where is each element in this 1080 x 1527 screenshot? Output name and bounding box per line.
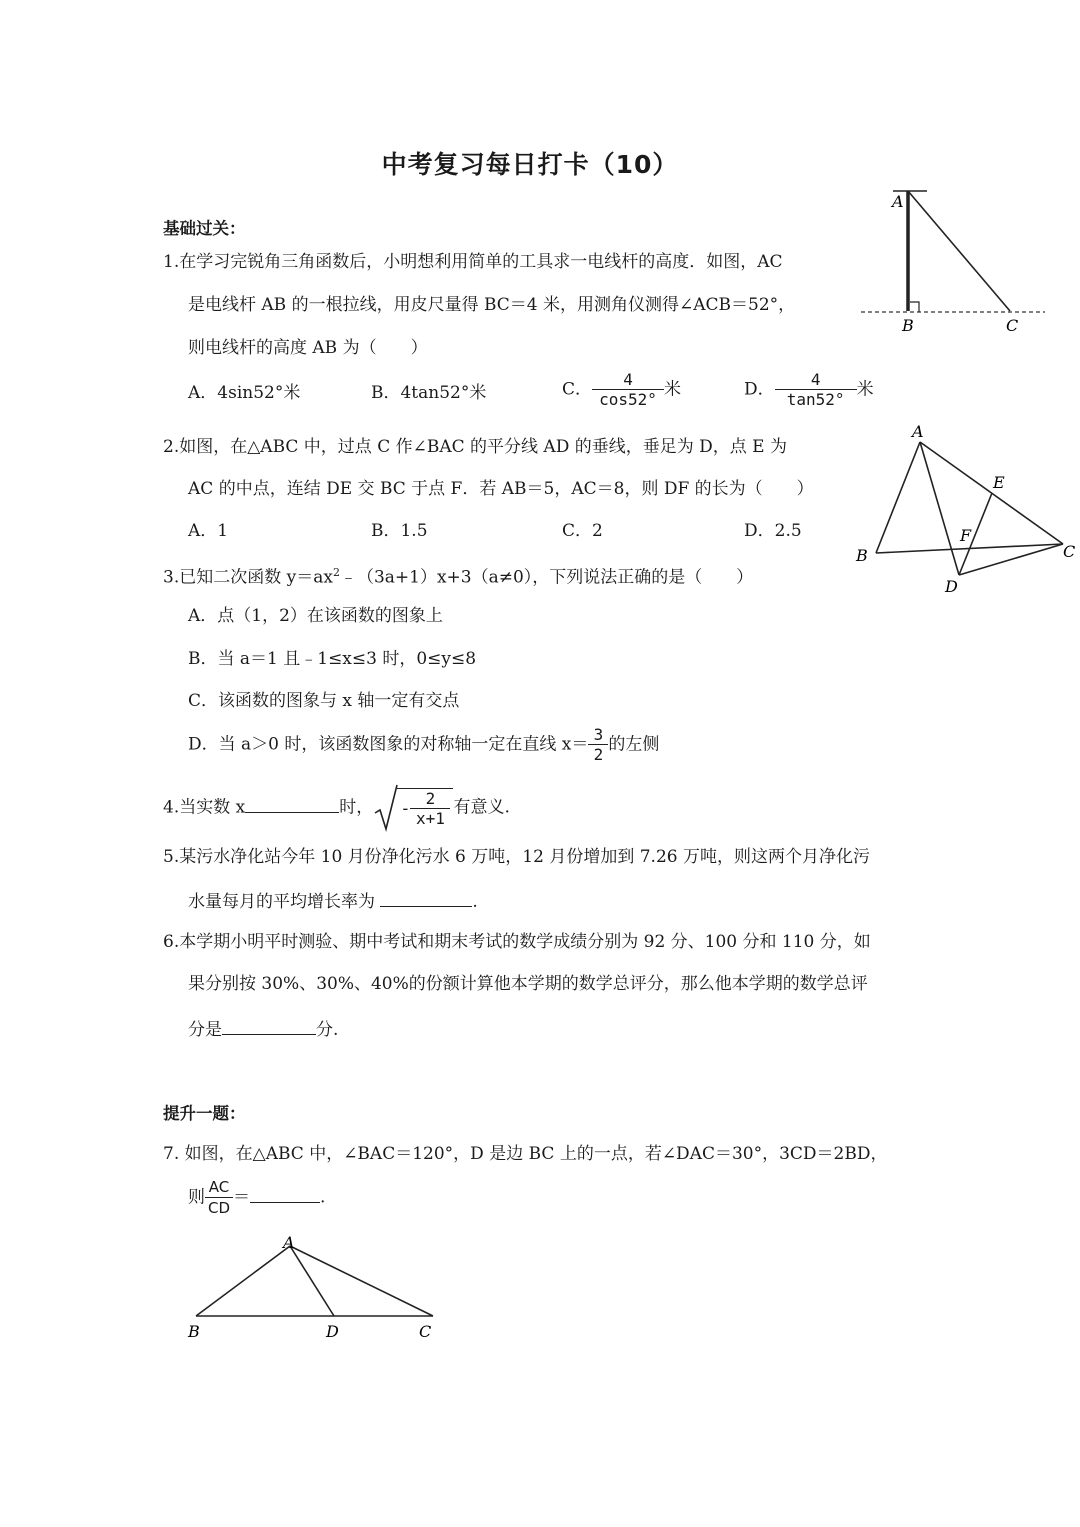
q4-numerator: 2 — [425, 788, 436, 808]
q2-line2: AC 的中点，连结 DE 交 BC 于点 F．若 AB＝5，AC＝8，则 DF 的长为（ ） — [188, 479, 814, 499]
fig3-label-a: A — [283, 1233, 295, 1252]
fig3-label-c: C — [419, 1322, 432, 1341]
q3-option-d-denominator: 2 — [588, 744, 608, 765]
q7-line2-suffix: . — [320, 1187, 326, 1208]
fig3-label-d: D — [326, 1322, 339, 1341]
fig1-label-b: B — [902, 316, 914, 335]
q6-answer-blank — [222, 1016, 316, 1035]
sqrt-radical-icon — [373, 783, 399, 833]
q5-line2 — [188, 888, 478, 913]
q4-mid: 时， — [339, 797, 374, 818]
q3-stem-superscript: 2 — [332, 566, 340, 579]
q4-prefix: 4.当实数 x — [163, 797, 246, 818]
q1-option-c-label: C． — [562, 379, 593, 400]
q6-line1: 6.本学期小明平时测验、期中考试和期末考试的数学成绩分别为 92 分、100 分和 110 分，如 — [163, 932, 871, 952]
q3-option-d-suffix: 的左侧 — [608, 734, 660, 755]
question-4 — [163, 783, 510, 833]
page-title: 中考复习每日打卡（10） — [381, 150, 679, 179]
q1-option-d-denominator: tan52° — [775, 389, 857, 410]
q3-option-d-text: D．当 a＞0 时，该函数图象的对称轴一定在直线 x＝ — [188, 734, 589, 755]
q3-stem-part2: ﹣（3a+1）x+3（a≠0），下列说法正确的是（ ） — [339, 567, 754, 588]
q1-option-d-unit: 米 — [856, 379, 874, 400]
right-angle-mark — [910, 302, 919, 312]
q3-option-d-numerator: 3 — [593, 725, 604, 744]
q1-option-c-fraction — [592, 370, 664, 410]
q1-option-c-numerator: 4 — [623, 370, 633, 389]
bisector-ad — [920, 442, 959, 575]
q2-option-a: A．1 — [188, 521, 229, 541]
q1-option-d-numerator: 4 — [810, 370, 821, 389]
section-basic-heading: 基础过关： — [163, 219, 246, 238]
fig2-label-f: F — [960, 526, 972, 545]
q1-option-c-denominator: cos52° — [592, 389, 664, 410]
q1-line1: 1.在学习完锐角三角函数后，小明想利用简单的工具求一电线杆的高度．如图，AC — [163, 252, 783, 272]
q2-option-b: B．1.5 — [371, 521, 428, 541]
fig2-label-e: E — [993, 473, 1005, 492]
q5-answer-blank — [380, 888, 472, 907]
q7-answer-blank — [250, 1184, 320, 1203]
q1-option-c-unit: 米 — [664, 379, 682, 400]
q4-minus: - — [400, 798, 411, 819]
q7-denominator: CD — [205, 1197, 233, 1218]
q5-line1: 5.某污水净化站今年 10 月份净化污水 6 万吨，12 月份增加到 7.26 万吨，则这两个月净化污 — [163, 847, 870, 867]
q6-line2: 果分别按 30%、30%、40%的份额计算他本学期的数学总评分，那么他本学期的数学总评 — [188, 974, 868, 994]
q4-suffix: 有意义. — [453, 797, 510, 818]
q3-option-b: B．当 a＝1 且﹣1≤x≤3 时，0≤y≤8 — [188, 649, 477, 669]
fig2-label-a: A — [912, 422, 924, 441]
figure-triangle-abc-d — [180, 1228, 450, 1348]
q3-option-c: C．该函数的图象与 x 轴一定有交点 — [188, 691, 460, 711]
q5-line2-prefix: 水量每月的平均增长率为 — [188, 892, 375, 912]
q1-option-d-fraction — [775, 370, 857, 410]
q3-stem-part1: 3.已知二次函数 y＝ax — [163, 567, 333, 588]
q7-line2-prefix: 则 — [188, 1187, 205, 1208]
q7-line2 — [188, 1178, 325, 1218]
q3-option-d-fraction — [588, 725, 608, 765]
q7-fraction — [205, 1178, 233, 1218]
q4-sqrt-expression — [373, 783, 453, 833]
q7-equals: ＝ — [233, 1187, 251, 1208]
fig2-label-d: D — [945, 577, 958, 596]
q3-option-d — [188, 725, 659, 765]
q4-answer-blank — [245, 794, 339, 813]
figure-triangle-bisector — [850, 420, 1080, 600]
side-ab — [876, 442, 920, 553]
q6-line3-suffix: 分. — [316, 1020, 339, 1040]
fig2-label-c: C — [1063, 542, 1076, 561]
figure-pole-triangle — [855, 185, 1055, 345]
q2-option-d: D．2.5 — [744, 521, 802, 541]
q6-line3 — [188, 1016, 338, 1041]
q6-line3-prefix: 分是 — [188, 1020, 222, 1040]
q1-option-b: B．4tan52°米 — [371, 383, 487, 403]
q1-option-c — [562, 370, 681, 410]
q7-numerator: AC — [208, 1178, 230, 1196]
q1-option-a: A．4sin52°米 — [188, 383, 301, 403]
wire-ac — [908, 191, 1010, 311]
q4-fraction — [410, 789, 450, 829]
q1-option-d-label: D． — [744, 379, 775, 400]
q3-option-a: A．点（1，2）在该函数的图象上 — [188, 606, 443, 626]
fig2-label-b: B — [856, 546, 868, 565]
side-ab — [196, 1246, 290, 1316]
fig3-label-b: B — [188, 1322, 200, 1341]
q2-option-c: C．2 — [562, 521, 603, 541]
q1-line2: 是电线杆 AB 的一根拉线，用皮尺量得 BC＝4 米，用测角仪测得∠ACB＝52°， — [188, 295, 796, 315]
q7-line1: 7. 如图，在△ABC 中，∠BAC＝120°，D 是边 BC 上的一点，若∠DAC＝30°，3CD＝2BD， — [163, 1144, 888, 1164]
q3-stem — [163, 562, 753, 589]
fig1-label-a: A — [892, 192, 904, 211]
q2-line1: 2.如图，在△ABC 中，过点 C 作∠BAC 的平分线 AD 的垂线，垂足为 D，点 E 为 — [163, 437, 787, 457]
section-advanced-heading: 提升一题： — [163, 1104, 246, 1123]
q1-option-d — [744, 370, 874, 410]
q5-line2-suffix: . — [472, 892, 478, 912]
q1-line3: 则电线杆的高度 AB 为（ ） — [188, 338, 428, 358]
q4-denominator: x+1 — [410, 808, 450, 829]
fig1-label-c: C — [1006, 316, 1019, 335]
